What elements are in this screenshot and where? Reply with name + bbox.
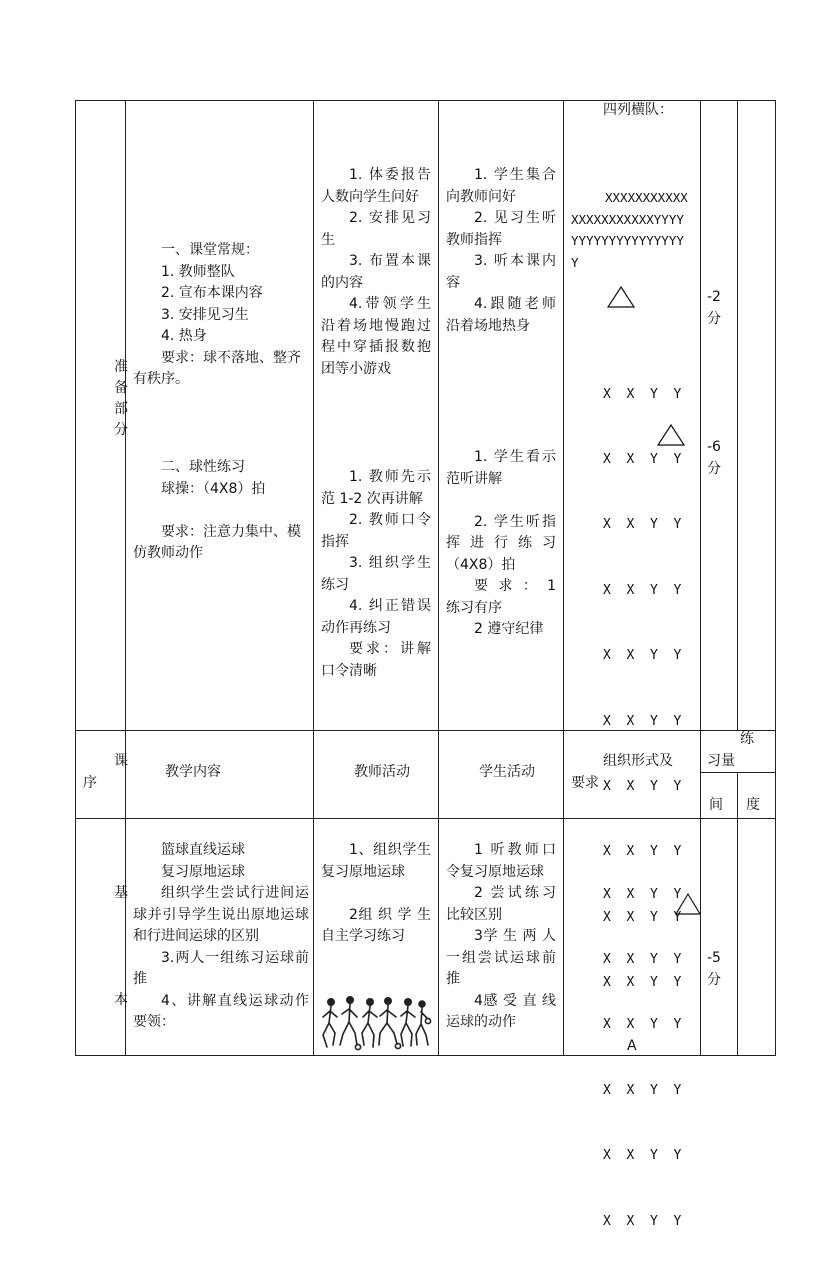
- header-time: 间: [709, 797, 723, 813]
- col-line-0: [75, 100, 76, 1056]
- teacher-triangle-icon: [607, 286, 635, 308]
- prep-time-2: -6 分: [707, 439, 721, 477]
- org-formation-title: 四列横队：: [603, 102, 673, 118]
- routine-item-4: 4. 热身: [161, 328, 207, 344]
- col-line-6b: [737, 772, 738, 1056]
- org-formation-rows: X X Y Y X X Y Y X X Y Y X X Y Y X X Y Y X X Y Y X X Y Y X X Y Y X X Y Y X X Y Y: [603, 386, 682, 991]
- header-course-order-top: 课: [114, 753, 128, 769]
- prep-part-label: 准 备 部 分: [114, 359, 128, 438]
- col-line-4: [563, 100, 564, 1056]
- org-formation-string: XXXXXXXXXXXXXXXXXXXXXXYYYYYYYYYYYYYYYYYYYY: [571, 190, 688, 270]
- header-content: 教学内容: [165, 764, 221, 780]
- ball-drill-line: 球操：（4X8）拍: [161, 480, 266, 497]
- prep-content-routine: [133, 240, 309, 391]
- header-practice-bottom: 习量: [707, 753, 735, 769]
- header-student: 学生活动: [479, 764, 535, 780]
- dribbling-figures-illustration: [319, 995, 431, 1053]
- header-course-order-bottom: 序: [83, 775, 97, 791]
- prep-teacher-block2: 1. 教师先示范 1-2 次再讲解 2. 教师口令指挥 3. 组织学生练习 4. 纠正错误动作再练习 要求：讲解口令清晰: [321, 469, 431, 679]
- teacher-triangle-icon-2: [657, 424, 685, 446]
- prep-student-block1: 1. 学生集合向教师问好 2. 见习生听教师指挥 3. 听本课内容 4.跟随老师沿着场地热身: [446, 167, 556, 334]
- col-line-3: [438, 100, 439, 1056]
- basic-part-label-top: 基: [114, 885, 128, 901]
- prep-teacher-block1: 1. 体委报告人数向学生问好 2. 安排见习生 3. 布置本课的内容 4.带领学生沿着场地慢跑过程中穿插报数抱团等小游戏: [321, 167, 431, 377]
- header-intensity: 度: [746, 797, 760, 813]
- col-line-7: [775, 100, 776, 1056]
- routine-title: 一、课堂常规：: [161, 242, 259, 258]
- basic-time: -5 分: [707, 950, 721, 988]
- routine-item-2: 2. 宣布本课内容: [161, 285, 263, 301]
- prep-time-1: -2 分: [707, 289, 721, 327]
- basic-student: 1 听教师口令复习原地运球 2 尝试练习比较区别 3学 生 两 人一组尝试运球前推 4感 受 直 线运球的动作: [446, 842, 556, 1030]
- basic-org-rows: X X Y Y X X Y Y X X Y Y X X Y Y X X Y Y X X Y Y: [603, 886, 682, 1229]
- header-teacher: 教师活动: [354, 764, 410, 780]
- header-org-bottom: 要求: [571, 775, 599, 791]
- routine-requirement: 要求：球不落地、整齐有秩序。: [133, 349, 301, 387]
- teacher-triangle-icon-3: [675, 893, 701, 915]
- header-practice-top: 练: [740, 731, 754, 747]
- col-line-1: [125, 100, 126, 1056]
- basic-teacher: 1、组织学生复习原地运球 2组 织 学 生自主学习练习: [321, 842, 431, 944]
- basic-part-label-bottom: 本: [114, 992, 128, 1008]
- basic-org-bottom-label: A: [627, 1038, 637, 1054]
- routine-item-1: 1. 教师整队: [161, 263, 235, 280]
- routine-item-3: 3. 安排见习生: [161, 306, 249, 323]
- basic-content: 篮球直线运球 复习原地运球 组织学生尝试行进间运球并引导学生说出原地运球和行进间运球的区别 3.两人一组练习运球前推 4、讲解直线运球动作要领：: [133, 842, 309, 1030]
- col-line-6a: [737, 100, 738, 730]
- header-org-top: 组织形式及: [603, 753, 673, 769]
- prep-student-block2: 1. 学生看示范听讲解 2. 学生听指挥进行练习（4X8）拍 要 求 ： 1 练习有序 2 遵守纪律: [446, 449, 556, 637]
- col-line-2: [313, 100, 314, 1056]
- prep-content-ball-drill: [133, 457, 309, 565]
- ball-drill-title: 二、球性练习: [161, 459, 245, 475]
- ball-drill-requirement: 要求：注意力集中、模仿教师动作: [133, 523, 301, 561]
